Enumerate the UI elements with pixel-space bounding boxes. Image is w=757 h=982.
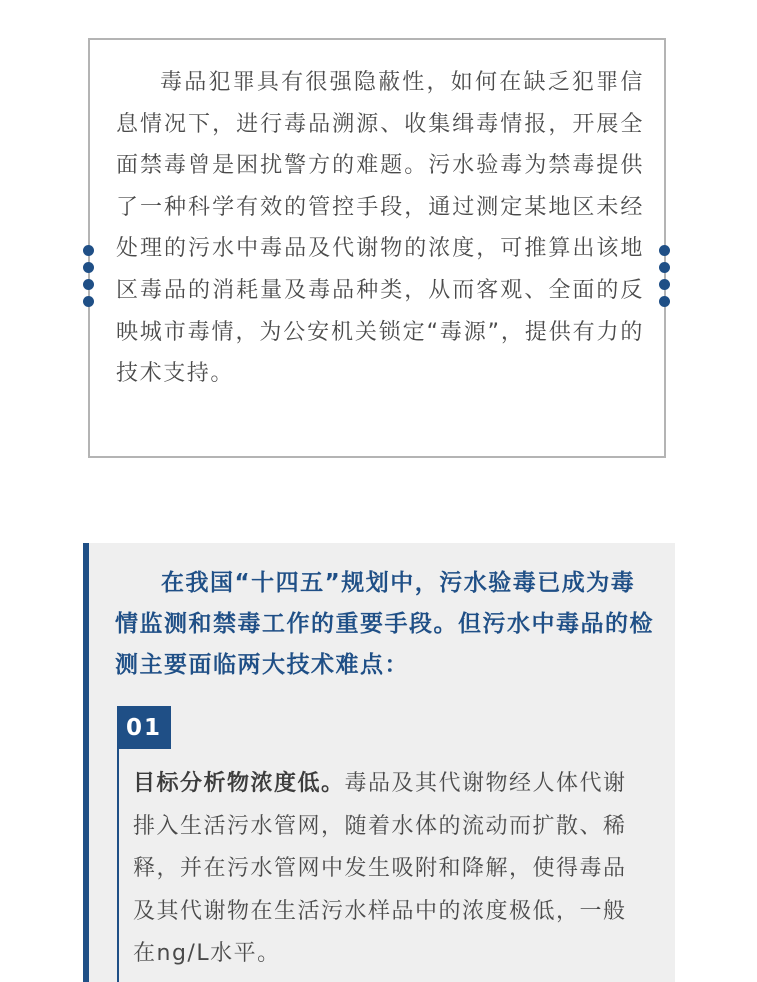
section-intro: 在我国“十四五”规划中，污水验毒已成为毒情监测和禁毒工作的重要手段。但污水中毒品的检测主要面临两大技术难点：	[115, 570, 654, 678]
dot-icon	[659, 245, 670, 256]
difficulties-panel	[83, 543, 675, 982]
dot-icon	[83, 245, 94, 256]
point-divider-line	[117, 749, 119, 982]
decorative-dots-right	[659, 245, 671, 313]
point-number-badge: 01	[117, 706, 171, 749]
dot-icon	[83, 279, 94, 290]
dot-icon	[659, 262, 670, 273]
decorative-dots-left	[83, 245, 95, 313]
point-title: 目标分析物浓度低。	[133, 771, 345, 796]
dot-icon	[659, 296, 670, 307]
quote-paragraph: 毒品犯罪具有很强隐蔽性，如何在缺乏犯罪信息情况下，进行毒品溯源、收集缉毒情报，开展全面禁毒曾是困扰警方的难题。污水验毒为禁毒提供了一种科学有效的管控手段，通过测定某地区未经处理的污水中毒品及代谢物的浓度，可推算出该地区毒品的消耗量及毒品种类，从而客观、全面的反映城市毒情，为公安机关锁定“毒源”，提供有力的技术支持。	[116, 70, 644, 387]
dot-icon	[659, 279, 670, 290]
dot-icon	[83, 296, 94, 307]
dot-icon	[83, 262, 94, 273]
quote-box	[88, 38, 666, 458]
point-paragraph	[133, 763, 633, 976]
point-body: 毒品及其代谢物经人体代谢排入生活污水管网，随着水体的流动而扩散、稀释，并在污水管网中发生吸附和降解，使得毒品及其代谢物在生活污水样品中的浓度极低，一般在ng/L水平。	[133, 771, 627, 966]
